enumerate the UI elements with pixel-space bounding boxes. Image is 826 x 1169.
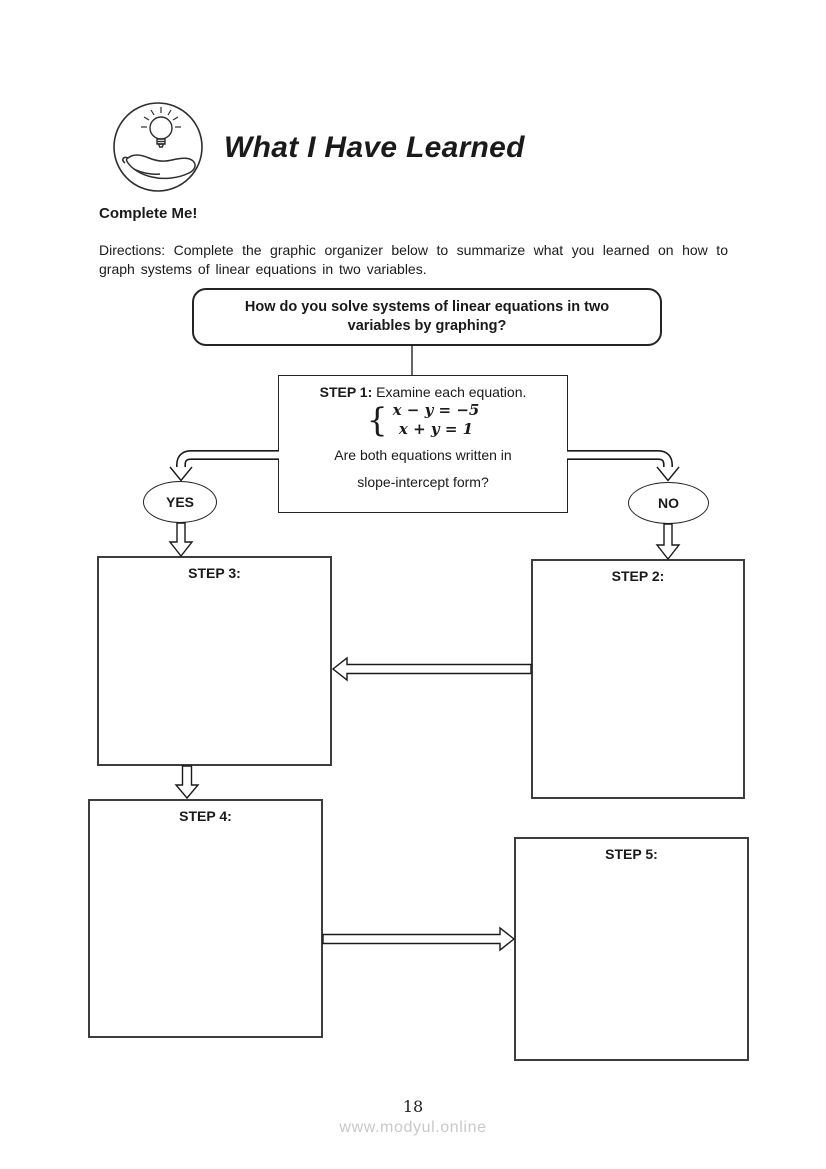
no-ellipse [628, 482, 709, 524]
step1-box [278, 375, 568, 513]
directions-text: Directions: Complete the graphic organizer below to summarize what you learned on how to graph systems of linear equations in two variables. [99, 242, 728, 277]
yes-ellipse [143, 481, 217, 523]
arrow-step3-step4 [176, 766, 198, 798]
equation-line-2: x + y = 1 [398, 420, 474, 438]
step1-prompt-line1: Are both equations written in [334, 447, 512, 463]
step5-label: STEP 5: [605, 846, 658, 862]
step2-box [531, 559, 745, 799]
hand-holding-lightbulb-icon [112, 101, 204, 193]
brace-glyph: { [366, 399, 388, 439]
equation-system [279, 401, 567, 439]
equation-line-1: x − y = −5 [392, 401, 480, 419]
lightbulb-icon [150, 117, 172, 147]
step5-box [514, 837, 749, 1061]
arrow-yes-step3 [170, 523, 192, 556]
page-title: What I Have Learned [224, 131, 525, 164]
step1-prompt-line2: slope-intercept form? [357, 474, 489, 490]
step4-label: STEP 4: [179, 808, 232, 824]
arrow-step4-step5 [323, 928, 514, 950]
step1-label: STEP 1: [319, 384, 373, 400]
step4-box [88, 799, 323, 1038]
hand-icon [123, 155, 195, 178]
step1-title-line [279, 384, 567, 400]
page-number: 18 [402, 1097, 424, 1116]
question-text: How do you solve systems of linear equations in two variables by graphing? [244, 299, 610, 334]
watermark: www.modyul.online [339, 1119, 487, 1136]
arrow-step1-yes [170, 455, 279, 481]
step1-title: Examine each equation. [372, 384, 527, 400]
section-heading: Complete Me! [99, 205, 198, 222]
arrow-step2-step3 [333, 658, 531, 680]
arrow-step1-no [567, 455, 679, 481]
step3-box [97, 556, 332, 766]
question-box [192, 288, 662, 346]
step3-label: STEP 3: [188, 565, 241, 581]
equation-lines [393, 401, 480, 439]
no-label: NO [658, 495, 679, 511]
step2-label: STEP 2: [611, 568, 665, 584]
arrow-no-step2 [657, 524, 679, 559]
yes-label: YES [165, 494, 194, 510]
